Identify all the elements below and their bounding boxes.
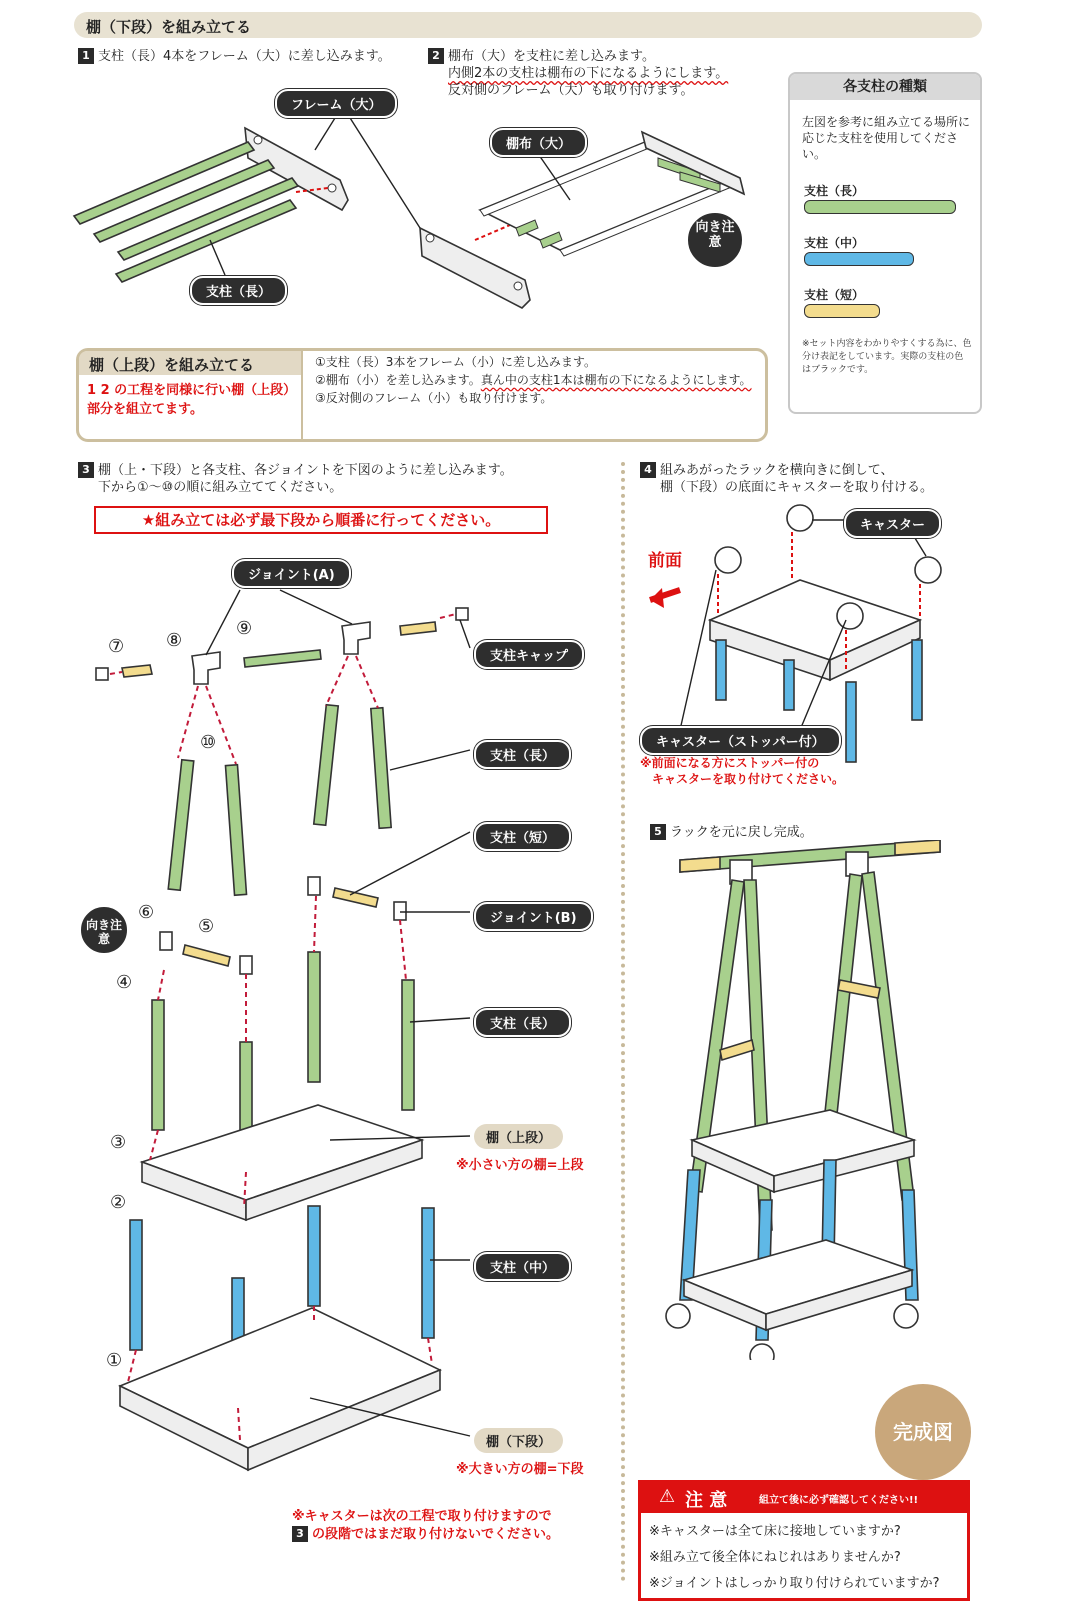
assembly-step-6: ⑥ xyxy=(138,902,155,923)
warning-icon: ⚠ xyxy=(659,1486,676,1507)
label-joint-b: ジョイント(B) xyxy=(474,902,593,931)
step-number: 1 xyxy=(78,48,94,64)
caution-item: ※組み立て後全体にねじれはありませんか? xyxy=(649,1550,901,1565)
step5-text: 5 ラックを元に戻し完成。 xyxy=(650,824,813,841)
caster-stopper-note: ※前面になる方にストッパー付の キャスターを取り付けてください。 xyxy=(640,756,845,786)
label-frame-large: フレーム（大） xyxy=(275,89,397,118)
legend-long-label: 支柱（長） xyxy=(804,184,865,198)
mind-direction-label-2: 向き注意 xyxy=(86,918,123,946)
upper-items: ①支柱（長）3本をフレーム（小）に差し込みます。 ②棚布（小）を差し込みます。真ん中の支柱1本は棚布の下になるようにします。 ③反対側のフレーム（小）も取り付けます。 xyxy=(315,355,752,405)
step3-warning: ★組み立ては必ず最下段から順番に行ってください。 xyxy=(94,506,548,534)
caution-header xyxy=(641,1483,967,1513)
caution-title: 注 意 xyxy=(685,1490,728,1511)
long-poles-step1 xyxy=(74,142,298,282)
legend-title: 各支柱の種類 xyxy=(790,74,980,100)
legend-medium-label: 支柱（中） xyxy=(804,236,865,250)
caution-item: ※キャスターは全て床に接地していますか? xyxy=(649,1524,901,1539)
assembly-step-4: ④ xyxy=(116,972,133,993)
label-pole-short: 支柱（短） xyxy=(474,822,571,851)
upper-title: 棚（上段）を組み立てる xyxy=(89,356,255,374)
label-shelf-upper: 棚（上段） xyxy=(474,1124,563,1149)
label-joint-a: ジョイント(A) xyxy=(232,559,351,588)
step1-text: 1 支柱（長）4本をフレーム（大）に差し込みます。 xyxy=(78,48,391,65)
step-number: 5 xyxy=(650,824,666,840)
upper-shelf-box xyxy=(76,348,768,442)
front-label: 前面 xyxy=(648,551,682,571)
assembly-step-1: ① xyxy=(106,1350,123,1371)
assembly-step-2: ② xyxy=(110,1192,127,1213)
legend-long-swatch xyxy=(804,200,956,214)
label-shelf-cloth-large: 棚布（大） xyxy=(490,128,587,157)
step3-text: 3 棚（上・下段）と各支柱、各ジョイントを下図のように差し込みます。 下から①～⑩の順に組み立ててください。 xyxy=(78,462,513,496)
label-pole-long-middle: 支柱（長） xyxy=(474,1008,571,1037)
label-pole-long-upper: 支柱（長） xyxy=(474,740,571,769)
caster-timing-note: ※キャスターは次の工程で取り付けますので 3 の段階ではまだ取り付けないでください。 xyxy=(292,1509,560,1542)
step4-text: 4 組みあがったラックを横向きに倒して、 棚（下段）の底面にキャスターを取り付ける。 xyxy=(640,462,933,496)
upper-red-text: 1 2 の工程を同様に行い棚（上段）部分を組立てます。 xyxy=(87,383,290,417)
pole-types-legend xyxy=(788,72,982,414)
assembly-step-9: ⑨ xyxy=(236,618,253,639)
assembly-step-8: ⑧ xyxy=(166,630,183,651)
legend-short-swatch xyxy=(804,304,880,318)
label-shelf-lower: 棚（下段） xyxy=(474,1428,563,1453)
label-pole-long: 支柱（長） xyxy=(190,276,287,305)
legend-short-label: 支柱（短） xyxy=(804,288,865,302)
step-number: 3 xyxy=(78,462,94,478)
section-header-lower xyxy=(74,12,982,38)
section-title: 棚（下段）を組み立てる xyxy=(86,18,252,36)
completed-rack xyxy=(640,840,960,1360)
assembly-step-5: ⑤ xyxy=(198,916,215,937)
lower-shelf-diagram xyxy=(60,80,780,320)
assembly-diagram xyxy=(80,560,620,1540)
step-number: 4 xyxy=(640,462,656,478)
caution-box xyxy=(638,1480,970,1601)
label-pole-medium: 支柱（中） xyxy=(474,1252,571,1281)
legend-note: ※セット内容をわかりやすくする為に、色分け表記をしています。実際の支柱の色はブラックです。 xyxy=(802,339,972,375)
legend-medium-swatch xyxy=(804,252,914,266)
step2-text: 2 棚布（大）を支柱に差し込みます。 内側2本の支柱は棚布の下になるようにします。 反対側のフレーム（大）も取り付けます。 xyxy=(428,48,728,99)
complete-badge: 完成図 xyxy=(875,1384,971,1480)
step-number: 2 xyxy=(428,48,444,64)
caution-items xyxy=(649,1519,940,1597)
assembly-step-7: ⑦ xyxy=(108,636,125,657)
assembly-step-3: ③ xyxy=(110,1132,127,1153)
caution-sub: 組立て後に必ず確認してください!! xyxy=(759,1495,919,1506)
legend-desc: 左図を参考に組み立てる場所に応じた支柱を使用してください。 xyxy=(802,115,971,161)
column-divider xyxy=(621,462,625,1582)
caution-item: ※ジョイントはしっかり取り付けられていますか? xyxy=(649,1576,940,1591)
label-pole-cap: 支柱キャップ xyxy=(474,640,584,669)
shelf-upper-note: ※小さい方の棚=上段 xyxy=(456,1158,584,1173)
label-caster: キャスター xyxy=(844,509,941,538)
assembly-step-10: ⑩ xyxy=(200,732,217,753)
shelf-lower-note: ※大きい方の棚=下段 xyxy=(456,1462,584,1477)
label-caster-stopper: キャスター（ストッパー付） xyxy=(640,726,841,755)
mind-direction-badge-1: 向き注意 xyxy=(695,220,735,250)
